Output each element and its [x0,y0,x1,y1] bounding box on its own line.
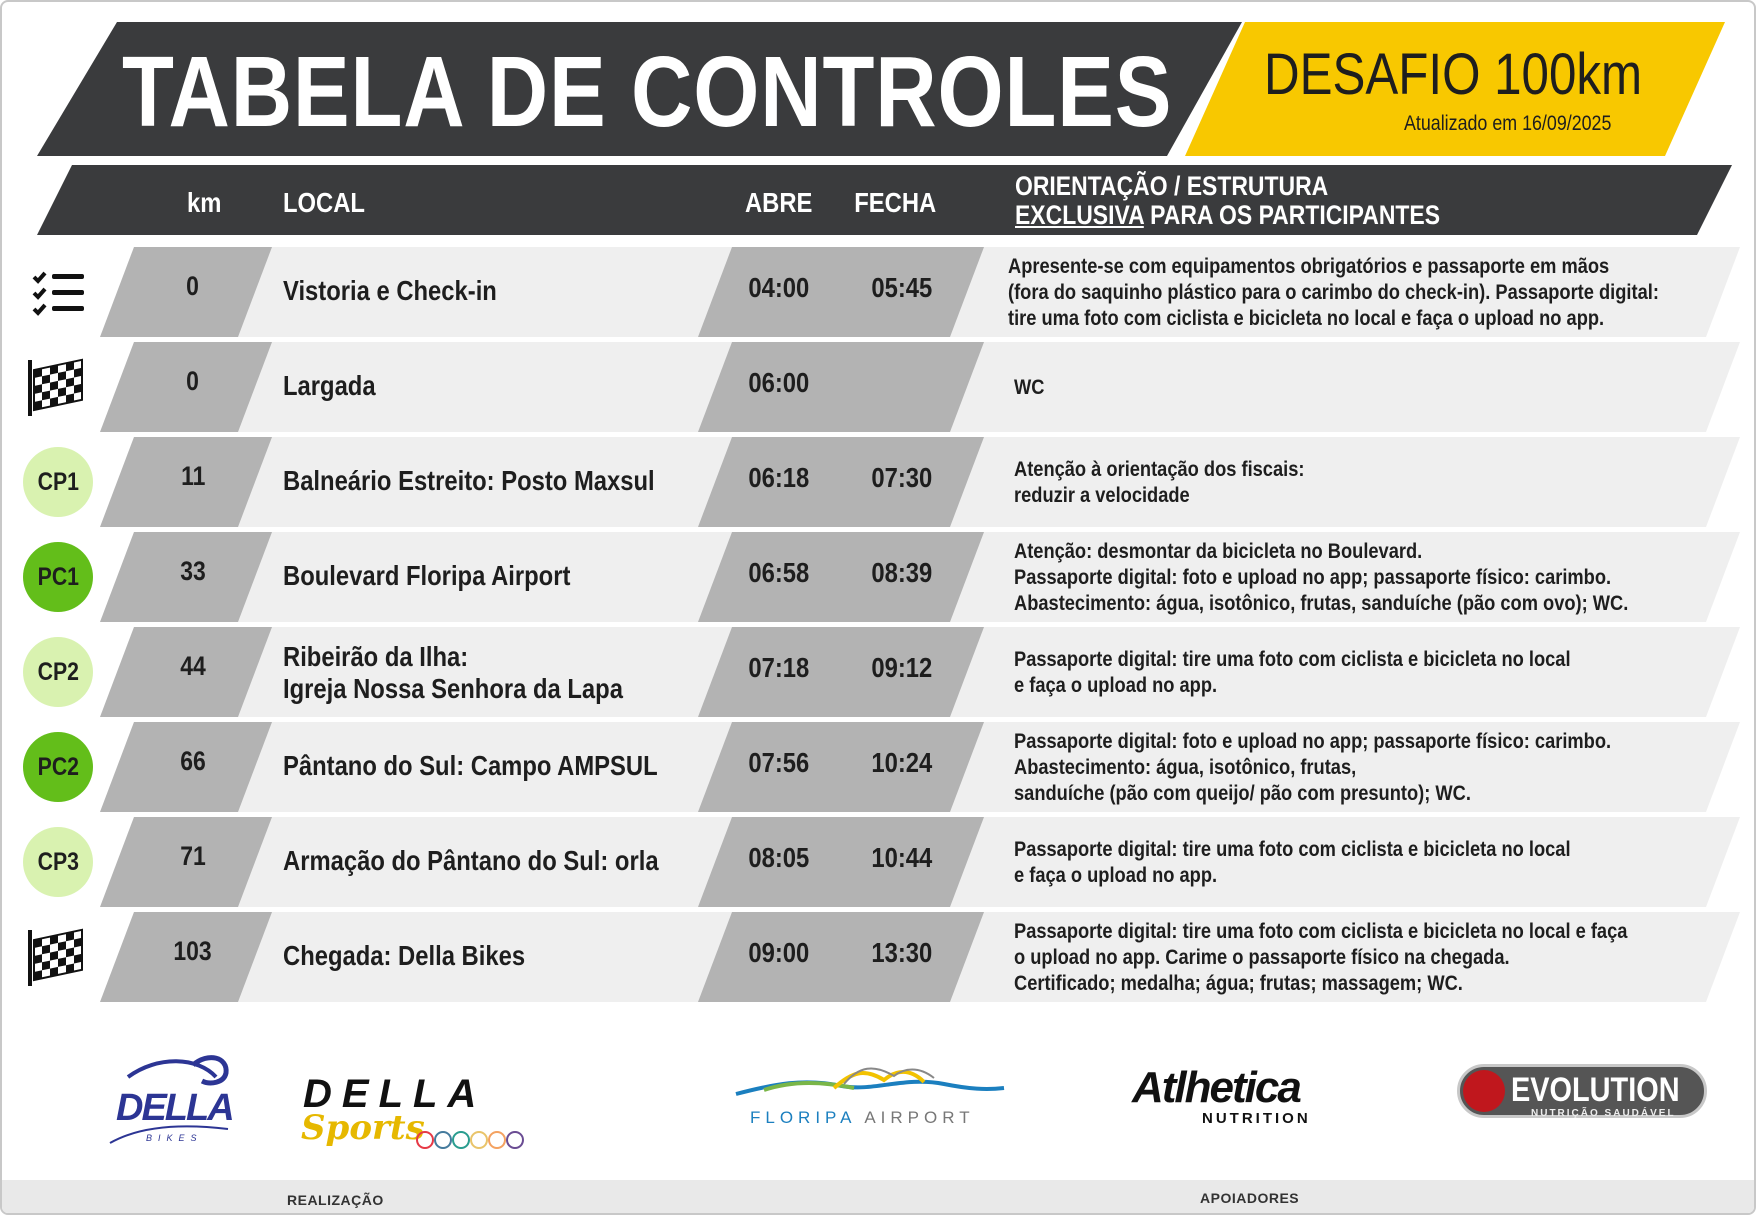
local-line [283,940,568,972]
marker-badge [23,637,93,707]
fecha-time [850,937,954,969]
local-name [283,641,683,705]
fecha-text: 13:30 [871,937,933,968]
table-row [2,247,1756,337]
fecha-time [850,272,954,304]
table-row [2,532,1756,622]
evolution-emblem-icon [1463,1070,1505,1112]
fecha-time [850,462,954,494]
km-text: 44 [180,651,206,681]
orientation-line [1014,970,1736,996]
orientation-text [1008,253,1756,331]
table-row [2,817,1756,907]
local-line [283,750,724,782]
orientation-text [1014,836,1669,888]
fecha-text: 10:44 [871,842,933,873]
orientation-line [1008,279,1756,305]
orientation-text [1014,374,1050,400]
della-bikes-logo: DELLA BIKES [98,1047,238,1147]
local-line [283,673,683,705]
orientation-line-text: tire uma foto com ciclista e bicicleta no local e faça o upload no app. [1008,306,1605,330]
footer-band [2,1180,1756,1215]
orientation-line-text: Abastecimento: água, isotônico, frutas, sanduíche (pão com ovo); WC. [1014,591,1629,615]
abre-time [727,367,831,399]
abre-text: 06:18 [748,462,810,493]
orientation-line [1014,780,1716,806]
column-header-abre: ABRE [745,187,813,218]
km-value [122,461,264,492]
cyclists-icon [415,1120,525,1150]
orientation-line-text: Passaporte digital: tire uma foto com ciclista e bicicleta no local [1014,837,1571,861]
orientation-line-text: WC [1014,375,1045,399]
apoiadores-label: APOIADORES [1200,1190,1300,1206]
marker-badge [23,447,93,517]
local-name [283,750,724,782]
orientation-text [1014,538,1737,616]
local-line [283,465,720,497]
column-header-orientacao: ORIENTAÇÃO / ESTRUTURA EXCLUSIVA PARA OS PARTICIPANTES [1015,171,1441,230]
abre-text: 04:00 [748,272,810,303]
km-text: 71 [180,841,206,871]
local-text: Armação do Pântano do Sul: orla [283,845,659,876]
orientation-line [1014,862,1669,888]
abre-time [727,937,831,969]
column-header-fecha: FECHA [853,187,936,218]
orientation-line-text: o upload no app. Carime o passaporte físico na chegada. [1014,945,1510,969]
checkered-flag-icon [24,352,94,422]
orientation-line-text: Passaporte digital: foto e upload no app; passaporte físico: carimbo. [1014,565,1612,589]
km-value [122,651,264,682]
orientation-line [1008,253,1756,279]
km-text: 66 [180,746,206,776]
orientation-line [1014,374,1050,400]
local-line [283,370,392,402]
local-line [283,560,621,592]
fecha-text: 09:12 [871,652,933,683]
local-text: Igreja Nossa Senhora da Lapa [283,673,623,704]
marker-label: CP3 [37,847,79,876]
orientation-line-text: reduzir a velocidade [1014,483,1190,507]
orientation-line [1014,836,1669,862]
orientation-line [1014,754,1716,780]
abre-text: 08:05 [748,842,810,873]
orientation-line [1014,564,1737,590]
local-text: Ribeirão da Ilha: [283,641,469,672]
orientation-line [1014,646,1669,672]
abre-time [727,747,831,779]
fecha-time [850,652,954,684]
local-name [283,940,568,972]
orientation-line-text: Certificado; medalha; água; frutas; massagem; WC. [1014,971,1463,995]
marker-badge [23,542,93,612]
km-value [122,271,264,302]
km-value [122,556,264,587]
page-title: TABELA DE CONTROLES [122,36,1173,148]
atlhetica-logo: Atlhetica NUTRITION [1132,1063,1311,1127]
orientation-line [1014,456,1356,482]
orientation-line-text: e faça o upload no app. [1014,863,1218,887]
checkered-flag-icon [24,922,94,992]
realizacao-label: REALIZAÇÃO [287,1192,384,1208]
km-text: 0 [186,366,200,396]
updated-date: Atualizado em 16/09/2025 [1404,112,1612,135]
floripa-airport-logo: FLORIPA AIRPORT [734,1064,1006,1134]
orientation-line-text: sanduíche (pão com queijo/ pão com presunto); WC. [1014,781,1471,805]
orientation-line-text: Passaporte digital: tire uma foto com ciclista e bicicleta no local [1014,647,1571,671]
local-line [283,845,725,877]
checklist-icon [24,257,94,327]
orientation-line [1014,538,1737,564]
marker-badge [23,732,93,802]
marker-label: PC1 [37,562,79,591]
abre-text: 09:00 [748,937,810,968]
orientation-line-text: Abastecimento: água, isotônico, frutas, [1014,755,1357,779]
abre-text: 06:58 [748,557,810,588]
table-row [2,627,1756,717]
local-text: Vistoria e Check-in [283,275,497,306]
abre-time [727,462,831,494]
local-text: Balneário Estreito: Posto Maxsul [283,465,655,496]
orientation-line [1014,918,1736,944]
abre-time [727,272,831,304]
local-line [283,275,535,307]
km-text: 0 [186,271,200,301]
abre-time [727,557,831,589]
orientation-line [1008,305,1756,331]
fecha-text: 10:24 [871,747,933,778]
orientation-line-text: Apresente-se com equipamentos obrigatórios e passaporte em mãos [1008,254,1610,278]
marker-badge [23,827,93,897]
abre-time [727,652,831,684]
table-row [2,722,1756,812]
local-name [283,560,621,592]
fecha-time [850,557,954,589]
orientation-line [1014,482,1356,508]
fecha-time [850,842,954,874]
orientation-text [1014,646,1669,698]
local-text: Boulevard Floripa Airport [283,560,571,591]
orientation-text [1014,918,1736,996]
orientation-line-text: Atenção: desmontar da bicicleta no Boulevard. [1014,539,1423,563]
local-name [283,845,725,877]
della-sports-logo: DELLA Sports [297,1080,537,1152]
abre-text: 07:56 [748,747,810,778]
abre-text: 06:00 [748,367,810,398]
km-value [122,936,264,967]
km-value [122,841,264,872]
column-header-km: km [186,187,222,218]
orientation-line [1014,728,1716,754]
challenge-title: DESAFIO 100km [1264,42,1643,107]
fecha-time [850,747,954,779]
local-name [283,275,535,307]
km-text: 103 [173,936,213,966]
orientation-line-text: Passaporte digital: foto e upload no app; passaporte físico: carimbo. [1014,729,1612,753]
orientation-line-text: (fora do saquinho plástico para o carimbo do check-in). Passaporte digital: [1008,280,1659,304]
fecha-text: 05:45 [871,272,933,303]
local-text: Chegada: Della Bikes [283,940,526,971]
orientation-line [1014,944,1736,970]
evolution-logo: EVOLUTION NUTRIÇÃO SAUDÁVEL [1457,1064,1707,1130]
km-text: 33 [180,556,206,586]
abre-text: 07:18 [748,652,810,683]
km-text: 11 [180,461,206,491]
orientation-line-text: Atenção à orientação dos fiscais: [1014,457,1305,481]
orientation-text [1014,456,1356,508]
km-value [122,366,264,397]
local-text: Largada [283,370,376,401]
orientation-line-text: Passaporte digital: tire uma foto com ciclista e bicicleta no local e faça [1014,919,1628,943]
orientation-text [1014,728,1716,806]
km-value [122,746,264,777]
fecha-text: 08:39 [871,557,933,588]
orientation-line [1014,672,1669,698]
marker-label: CP2 [37,657,79,686]
local-name [283,465,720,497]
fecha-time [850,367,954,399]
table-row [2,437,1756,527]
column-header-local: LOCAL [283,187,365,218]
abre-time [727,842,831,874]
local-line [283,641,683,673]
table-row [2,342,1756,432]
marker-label: PC2 [37,752,79,781]
orientation-line [1014,590,1737,616]
floripa-waves-icon [734,1064,1006,1104]
fecha-text: 07:30 [871,462,933,493]
orientation-line-text: e faça o upload no app. [1014,673,1218,697]
marker-label: CP1 [37,467,79,496]
table-row [2,912,1756,1002]
local-text: Pântano do Sul: Campo AMPSUL [283,750,658,781]
local-name [283,370,392,402]
